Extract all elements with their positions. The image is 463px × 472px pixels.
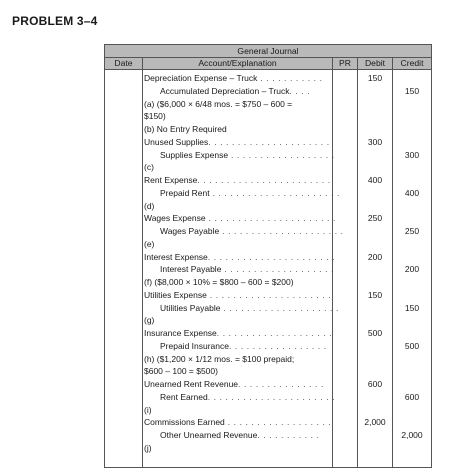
account-text: Depreciation Expense – Truck bbox=[144, 73, 258, 83]
table-row bbox=[105, 391, 431, 404]
credit-amount: 150 bbox=[404, 303, 420, 313]
account-cell bbox=[144, 442, 330, 454]
account-cell bbox=[144, 289, 330, 301]
credit-account-cell bbox=[160, 263, 334, 275]
table-row bbox=[105, 416, 431, 429]
account-text: (a) ($6,000 × 6/48 mos. = $750 – 600 = bbox=[144, 99, 293, 109]
account-text: Utilities Payable bbox=[160, 303, 221, 313]
credit-account-cell bbox=[160, 302, 339, 314]
account-cell bbox=[144, 404, 330, 416]
leader-dots: . . . . . . . . . . . . . . . . . . . bbox=[221, 264, 334, 274]
leader-dots: . . . . . . . . . . . . . . . . . . . . . . bbox=[205, 213, 336, 223]
leader-dots: . . . . . . . . . . . bbox=[257, 73, 323, 83]
leader-dots: . . . . . . . . . . . . . . . . . . . . . . . bbox=[197, 175, 331, 185]
account-cell bbox=[144, 110, 330, 122]
table-row bbox=[105, 314, 431, 327]
account-text: Prepaid Insurance bbox=[160, 341, 229, 351]
account-text: (b) No Entry Required bbox=[144, 124, 227, 134]
account-text: (i) bbox=[144, 405, 152, 415]
account-text: Wages Expense bbox=[144, 213, 206, 223]
account-cell bbox=[144, 123, 330, 135]
debit-amount: 400 bbox=[367, 175, 383, 185]
table-row bbox=[105, 136, 431, 149]
leader-dots: . . . . . . . . . . . . . . . . . bbox=[229, 341, 327, 351]
account-text: Commissions Earned bbox=[144, 417, 225, 427]
account-text: Unused Supplies bbox=[144, 137, 209, 147]
problem-title: PROBLEM 3–4 bbox=[12, 14, 98, 28]
leader-dots: . . . . . . . . . . . . . . . bbox=[238, 379, 324, 389]
account-cell bbox=[144, 200, 330, 212]
credit-amount: 200 bbox=[404, 264, 420, 274]
account-cell bbox=[144, 212, 336, 224]
account-text: $600 – 100 = $500) bbox=[144, 366, 218, 376]
table-row bbox=[105, 289, 431, 302]
account-text: Interest Payable bbox=[160, 264, 222, 274]
table-row bbox=[105, 442, 431, 455]
account-text: Wages Payable bbox=[160, 226, 220, 236]
debit-amount: 500 bbox=[367, 328, 383, 338]
credit-account-cell bbox=[160, 225, 344, 237]
account-text: Rent Expense bbox=[144, 175, 198, 185]
debit-amount: 150 bbox=[367, 290, 383, 300]
debit-amount: 2,000 bbox=[364, 417, 386, 427]
account-cell bbox=[144, 276, 330, 288]
account-text: Prepaid Rent bbox=[160, 188, 210, 198]
account-cell bbox=[144, 174, 330, 186]
leader-dots: . . . . . . . . . . . . . . . . . . . . bbox=[220, 303, 339, 313]
credit-amount: 250 bbox=[404, 226, 420, 236]
account-cell bbox=[144, 365, 330, 377]
table-row bbox=[105, 327, 431, 340]
account-cell bbox=[144, 416, 330, 428]
leader-dots: . . . . . . . . . . . . . . . . . . bbox=[228, 150, 335, 160]
account-cell bbox=[144, 327, 333, 339]
account-cell bbox=[144, 98, 330, 110]
credit-account-cell bbox=[160, 340, 330, 352]
debit-amount: 250 bbox=[367, 213, 383, 223]
debit-amount: 300 bbox=[367, 137, 383, 147]
table-row bbox=[105, 276, 431, 289]
credit-account-cell bbox=[160, 187, 340, 199]
table-row bbox=[105, 378, 431, 391]
table-row bbox=[105, 72, 431, 85]
credit-account-cell bbox=[160, 85, 330, 97]
credit-amount: 600 bbox=[404, 392, 420, 402]
table-row bbox=[105, 161, 431, 174]
account-text: Utilities Expense bbox=[144, 290, 207, 300]
leader-dots: . . . . . . . . . . . . . . . . . . . . . . bbox=[207, 392, 336, 402]
leader-dots: . . . . . . . . . . . . . . . . . . . . . bbox=[206, 290, 332, 300]
account-text: (j) bbox=[144, 443, 152, 453]
credit-amount: 300 bbox=[404, 150, 420, 160]
credit-amount: 500 bbox=[404, 341, 420, 351]
account-text: $150) bbox=[144, 111, 166, 121]
table-row bbox=[105, 263, 431, 276]
account-text: (h) ($1,200 × 1/12 mos. = $100 prepaid; bbox=[144, 354, 295, 364]
credit-amount: 2,000 bbox=[401, 430, 423, 440]
leader-dots: . . . . . . . . . . . . . . . . . . . . . bbox=[208, 137, 330, 147]
leader-dots: . . . . . . . . . . . . . . . . . . . . . bbox=[219, 226, 344, 236]
leader-dots: . . . . . . . . . . . . . . . . . . . . . . bbox=[209, 188, 340, 198]
leader-dots: . . . . . . . . . . . . . . . . . . . . . . bbox=[207, 252, 336, 262]
account-text: Interest Expense bbox=[144, 252, 208, 262]
account-cell bbox=[144, 314, 330, 326]
credit-account-cell bbox=[160, 149, 335, 161]
table-row bbox=[105, 85, 431, 98]
table-row bbox=[105, 238, 431, 251]
leader-dots: . . . . bbox=[289, 86, 311, 96]
account-cell bbox=[144, 136, 330, 148]
journal-title: General Journal bbox=[105, 45, 431, 58]
credit-amount: 400 bbox=[404, 188, 420, 198]
account-text: (f) ($8,000 × 10% = $800 – 600 = $200) bbox=[144, 277, 294, 287]
table-row bbox=[105, 225, 431, 238]
account-text: (g) bbox=[144, 315, 155, 325]
table-row bbox=[105, 340, 431, 353]
account-text: Supplies Expense bbox=[160, 150, 229, 160]
account-text: (e) bbox=[144, 239, 155, 249]
debit-amount: 150 bbox=[367, 73, 383, 83]
account-text: (d) bbox=[144, 201, 155, 211]
credit-amount: 150 bbox=[404, 86, 420, 96]
debit-amount: 200 bbox=[367, 252, 383, 262]
account-column-header: Account/Explanation bbox=[198, 58, 277, 68]
account-text: Other Unearned Revenue bbox=[160, 430, 258, 440]
account-cell bbox=[144, 238, 330, 250]
leader-dots: . . . . . . . . . . . . . . . . . . . . bbox=[216, 328, 333, 338]
table-row bbox=[105, 365, 431, 378]
column-header-row bbox=[105, 58, 431, 70]
account-text: Insurance Expense bbox=[144, 328, 217, 338]
credit-account-cell bbox=[160, 429, 330, 441]
account-text: Accumulated Depreciation – Truck bbox=[160, 86, 290, 96]
debit-amount: 600 bbox=[367, 379, 383, 389]
pr-column-header: PR bbox=[339, 58, 351, 68]
leader-dots: . . . . . . . . . . . . . . . . . . bbox=[224, 417, 332, 427]
account-cell bbox=[144, 72, 330, 84]
debit-column-header: Debit bbox=[364, 58, 386, 68]
date-column-header: Date bbox=[114, 58, 133, 68]
table-row bbox=[105, 123, 431, 136]
account-text: (c) bbox=[144, 162, 154, 172]
account-text: Unearned Rent Revenue bbox=[144, 379, 239, 389]
account-cell bbox=[144, 378, 330, 390]
table-row bbox=[105, 429, 431, 442]
table-row bbox=[105, 174, 431, 187]
account-cell bbox=[144, 353, 330, 365]
table-row bbox=[105, 212, 431, 225]
account-cell bbox=[144, 161, 330, 173]
table-row bbox=[105, 110, 431, 123]
leader-dots: . . . . . . . . . . . bbox=[257, 430, 320, 440]
credit-column-header: Credit bbox=[400, 58, 424, 68]
credit-account-cell bbox=[160, 391, 336, 403]
account-cell bbox=[144, 251, 336, 263]
table-row bbox=[105, 187, 431, 200]
general-journal-table bbox=[104, 44, 432, 468]
account-text: Rent Earned bbox=[160, 392, 208, 402]
